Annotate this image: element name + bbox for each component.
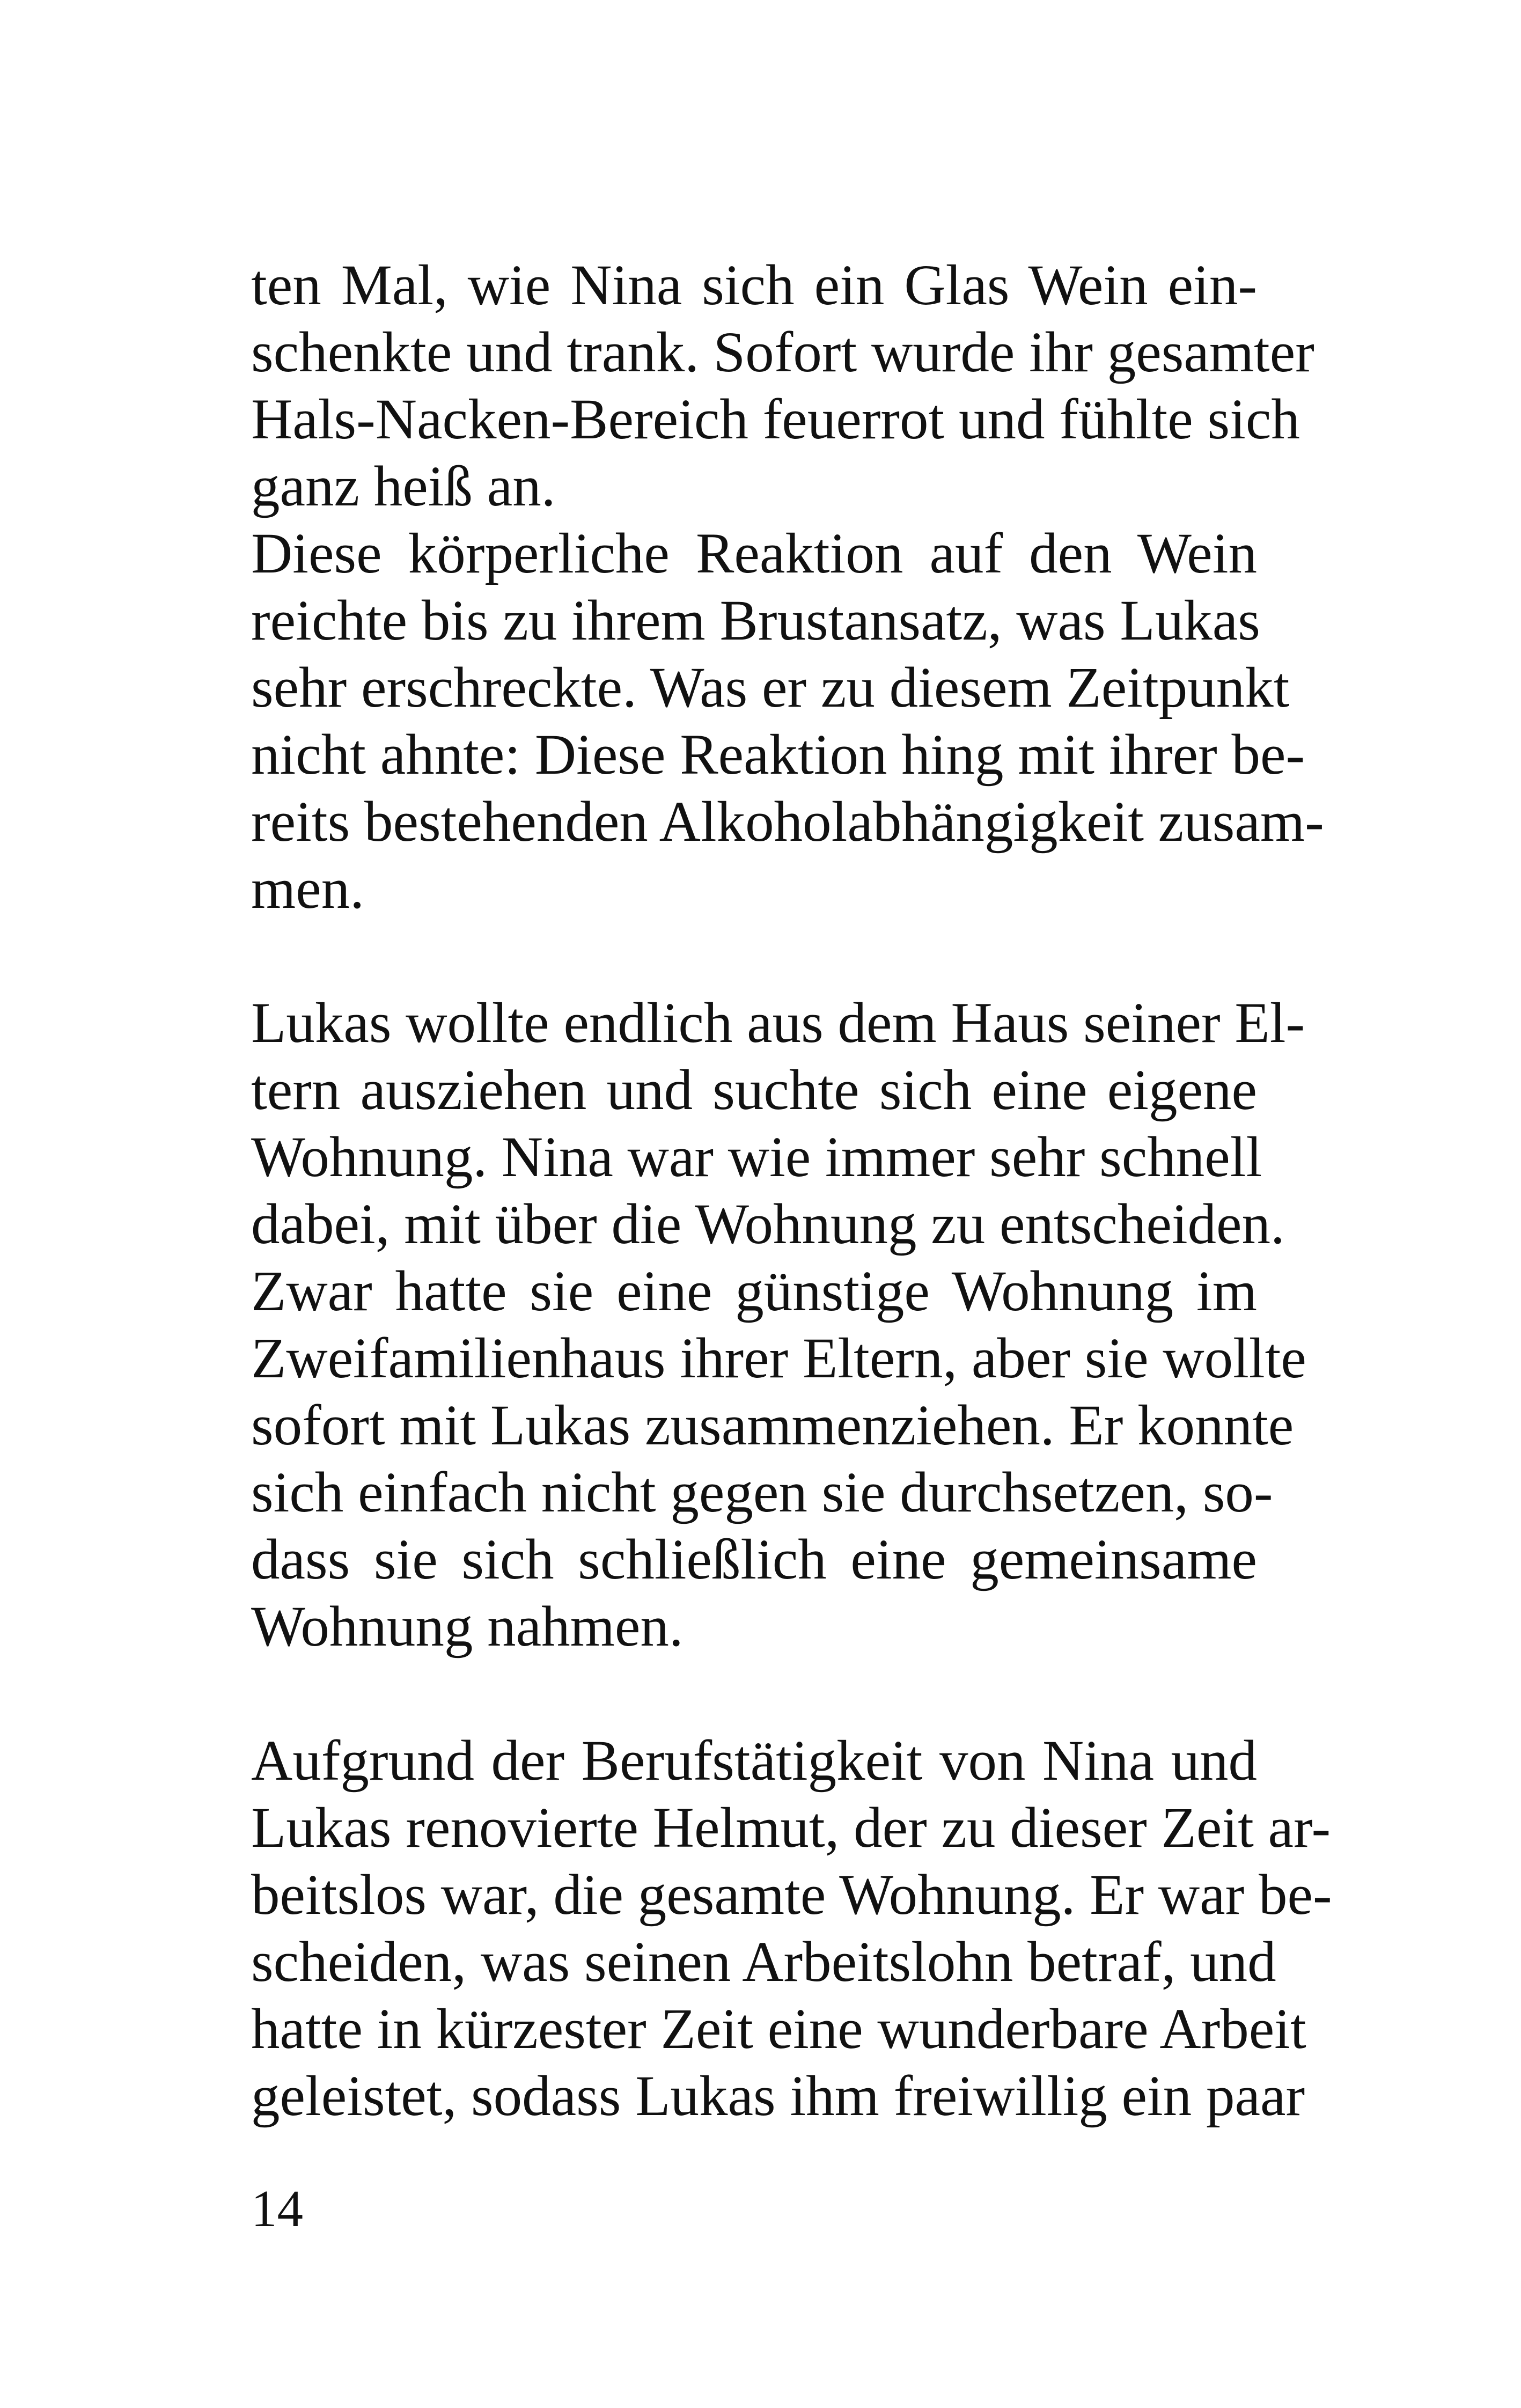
- paragraph: [251, 990, 1306, 1661]
- text-line: ganz heiß an.: [251, 455, 556, 518]
- text-line: scheiden, was seinen Arbeitslohn betraf, und: [251, 1930, 1276, 1994]
- text-line: schenkte und trank. Sofort wurde ihr gesamter: [251, 321, 1314, 384]
- text-line: hatte in kürzester Zeit eine wunderbare Arbeit: [251, 1998, 1306, 2061]
- text-line: Hals-Nacken-Bereich feuerrot und fühlte sich: [251, 388, 1300, 451]
- paragraph: [251, 1728, 1332, 2130]
- text-line: Zwar hatte sie eine günstige Wohnung im: [251, 1260, 1257, 1323]
- text-line: Aufgrund der Berufstätigkeit von Nina und: [251, 1729, 1257, 1793]
- text-line: tern ausziehen und suchte sich eine eigene: [251, 1059, 1257, 1122]
- text-line: sehr erschreckte. Was er zu diesem Zeitpunkt: [251, 656, 1290, 720]
- text-line: sich einfach nicht gegen sie durchsetzen, so-: [251, 1461, 1273, 1524]
- text-line: Zweifamilienhaus ihrer Eltern, aber sie wollte: [251, 1327, 1306, 1390]
- body-text: [251, 252, 1332, 2130]
- text-line: men.: [251, 857, 364, 921]
- page-number: 14: [251, 2180, 303, 2237]
- text-line: sofort mit Lukas zusammenziehen. Er konnte: [251, 1394, 1294, 1457]
- paragraph: [251, 520, 1324, 923]
- text-line: Lukas wollte endlich aus dem Haus seiner El-: [251, 992, 1305, 1055]
- text-line: geleistet, sodass Lukas ihm freiwillig ein paar: [251, 2065, 1305, 2128]
- text-line: ten Mal, wie Nina sich ein Glas Wein ein-: [251, 254, 1257, 317]
- text-line: reichte bis zu ihrem Brustansatz, was Lukas: [251, 589, 1260, 652]
- text-line: Diese körperliche Reaktion auf den Wein: [251, 522, 1257, 585]
- text-line: Wohnung. Nina war wie immer sehr schnell: [251, 1126, 1262, 1189]
- paragraph: [251, 252, 1314, 520]
- text-line: beitslos war, die gesamte Wohnung. Er war be-: [251, 1863, 1332, 1927]
- text-line: dabei, mit über die Wohnung zu entscheiden.: [251, 1193, 1285, 1256]
- text-line: nicht ahnte: Diese Reaktion hing mit ihrer be-: [251, 723, 1305, 787]
- text-line: Lukas renovierte Helmut, der zu dieser Zeit ar-: [251, 1796, 1331, 1860]
- text-line: Wohnung nahmen.: [251, 1595, 684, 1658]
- text-line: reits bestehenden Alkoholabhängigkeit zusam-: [251, 790, 1324, 854]
- text-line: dass sie sich schließlich eine gemeinsame: [251, 1528, 1257, 1591]
